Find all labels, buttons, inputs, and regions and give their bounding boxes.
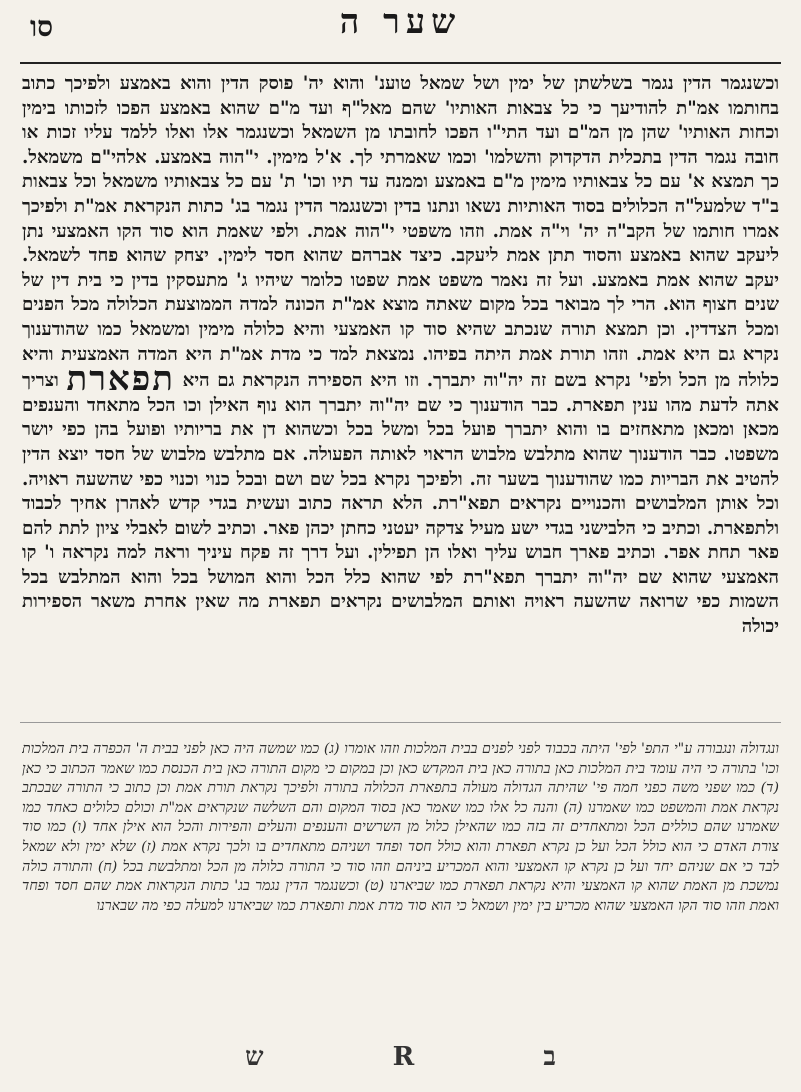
highlighted-word: תפארת: [66, 359, 175, 400]
main-paragraph: [22, 72, 779, 640]
main-text-part-1: וכשנגמר הדין נגמר בשלשתן של ימין ושל שמאל טוענ' והוא יה' פוסק הדין והוא באמצע ולפיכך כתוב בחותמו אמ"ת להודיעך כי כל צבאות האותיו' שהם מאל"ף ועד מ"ם שהוא באמצע הפכו לזכותו בימין וכחות האותיו' שהן מן המ"ם ועד התי"ו הפכו לחובתו מן השמאל וכשנגמר אלו ואלו ללמד עליו זכות או חובה נגמר הדין בתכלית הדקדוק והשלמו' וכמו שאמרתי לך. א'ל מימין. י"הוה באמצע. אלהי"ם משמאל. כך תמצא א' עם כל צבאותיו מימין מ"ם באמצע וממנה עד תיו וכו' ת' עם כל צבאותיו משמאל וכל צבאות ב"ד שלמעל"ה הכלולים בסוד האותיות נשאו ונתנו בדין וכשנגמר הדין נגמר בג' כתות הנקראת אמ"ת ולפיכך אמרו חותמו של הקב"ה יה' וי"ה אמת. וזהו משפטי י"הוה אמת. ולפי שאמת הוא סוד הקו האמצעי נתן ליעקב שהוא באמצע והסוד תתן אמת ליעקב. כיצד אברהם שהוא חסד לימין. יצחק שהוא פחד לשמאל. יעקב שהוא אמת באמצע. ועל זה נאמר משפט אמת שפטו כלומר שיהיו ג' מתעסקין בדין כי בית דין של שנים חצוף הוא. הרי לך מבואר בכל מקום שאתה מוצא אמ"ת הכונה למדה הממוצעת הכלולה מכל הפנים ומכל הצדדין. וכן תמצא תורה שנכתב שהיא סוד קו האמצעי והיא כלולה מימין ומשמאל כמו שהודענוך נקרא גם היא אמת. וזהו תורת אמת היתה בפיהו. נמצאת למד כי מדת אמ"ת היא המדה האמצעית והיא כלולה מן הכל ולפי' נקרא בשם זה יה"וה יתברך. וזו היא הספירה הנקראת גם היא: [22, 73, 779, 392]
signature-mark-3: ב: [543, 1042, 556, 1072]
header-rule: [20, 62, 781, 64]
main-text-part-2: וצריך אתה לדעת מהו ענין תפארת. כבר הודענוך כי שם יה"וה יתברך הוא נוף האילן וכו הכל מתאחד והענפים מכאן ומכאן מתאחזים בו והוא יתברך פועל בכל ומשל בכל וכשהוא דן את בריותיו ופועל בהן כפי יושר משפטו. כבר הודענוך שהוא מתלבש מלבוש הראוי לאותה הפעולה. אם מתלבש מלבוש של חסד יוצא הדין להטיב את הבריות כמו שהודענוך בשער זה. ולפיכך נקרא בכל שם ושם ובכל כנוי וכנוי כפי שהשעה ראויה. וכל אותן המלבושים והכנויים נקראים תפא"רת. הלא תראה כתוב ועשית בגדי קדש לאהרן אחיך לכבוד ולתפארת. וכתיב כי הלבישני בגדי ישע מעיל צדקה יעטני כחתן יכהן פאר. וכתיב לשום לאבלי ציון לתת להם פאר תחת אפר. וכתיב פארך חבוש עליך ואלו הן תפילין. ועל דרך זה פקח עיניך וראה למה נקראה ו' קו האמצעי שהוא שם יה"וה יתברך תפא"רת לפי שהוא כלל הכל והוא המושל בכל והוא המתלבש בכל השמות כפי שרואה שהשעה ראויה ואותם המלבושים נקראים תפארת מה שאין אחרת משאר הספירות יכולה: [22, 370, 779, 638]
main-text-block: [22, 72, 779, 712]
page-number: סו: [30, 10, 54, 43]
commentary-block: [22, 740, 779, 1040]
commentary-paragraph: ונגדולה ונגבורה ע"י התפ' לפי' היתה בכבוד לפני לפנים בבית המלכות וזהו אומרו (ג) כמו שמשה היה כאן לפני בבית ה' הכפרה בית המלכות וכו' בתורה כי היה עומד בית המלכות כאן בתורה כאן בית המקדש כאן וכן במקום כי מקום התורה כאן בית הכנסת כמו שאמר הכתוב כי כאן (ד) כמו שפני משה כפני חמה פי' שהיתה הגדולה מעולה בתפארת הכלולה בתורה ולפיכך נקראת תורת אמת וכן כתוב כי התורה שבכתב נקראת אמת והמשפט כמו שאמרנו (ה) והנה כל אלו כמו שאמר כאן בסוד המקום והם השלשה שנקראים אמ"ת וכולם כלולים כאחד כמו שאמרנו שהם כוללים הכל ומתאחדים זה בזה כמו שהאילן כלול מן השרשים והענפים והעלים והפירות והכל הוא אילן אחד (ו) כמו סוד צורת האדם כי הוא כולל הכל ועל כן נקרא תפארת והוא כולל חסד ופחד ושניהם מתאחדים בו ולכך נקרא אמת (ז) שלא ימין ולא שמאל לבד כי אם שניהם יחד ועל כן נקרא קו האמצעי והוא המכריע ביניהם וזהו סוד כי התורה כלולה מן הכל ומתלבשת בכל (ח) והתורה כולה נמשכת מן האמת שהוא קו האמצעי והיא נקראת תפארת כמו שביארנו (ט) וכשנגמר הדין נגמר בג' כתות הנקראות אמת שהם חסד ופחד ואמת וזהו סוד הקו האמצעי שהוא מכריע בין ימין ושמאל כי הוא סוד מדת אמת ותפארת כמו שביארנו למעלה כפי מה שבארנו: [22, 741, 779, 914]
chapter-title: שער ה: [339, 2, 462, 42]
section-divider: [20, 722, 781, 723]
signature-mark-2: R: [392, 1042, 415, 1072]
signature-mark-1: ש: [245, 1042, 264, 1072]
footer-signatures: [0, 1042, 801, 1082]
